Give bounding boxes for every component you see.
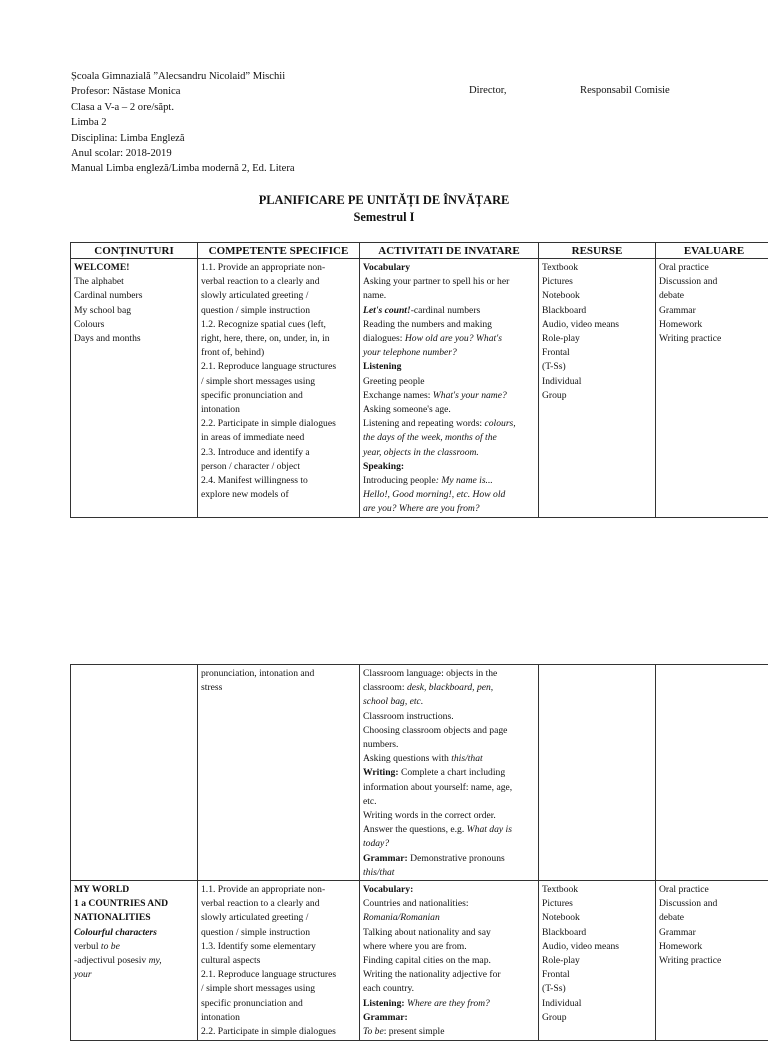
cell-line: Oral practice [659, 883, 768, 897]
cell-line: today? [363, 837, 535, 851]
cell-line: Classroom instructions. [363, 710, 535, 724]
cell-line: Group [542, 389, 652, 403]
cell-line: Vocabulary: [363, 883, 535, 897]
cell-line [363, 304, 535, 318]
cell-line: / simple short messages using [201, 375, 356, 389]
column-header-activitati: ACTIVITATI DE INVATARE [360, 243, 539, 259]
text-run: Grammar: [363, 853, 408, 864]
cell-line [363, 332, 535, 346]
text-run: What day is [467, 824, 512, 835]
text-run: Writing: [363, 767, 399, 778]
text-run: this/that [451, 753, 482, 764]
cell-line: Classroom language: objects in the [363, 667, 535, 681]
text-run: What's your name? [433, 390, 507, 401]
table-row [71, 259, 768, 518]
cell-line: Reading the numbers and making [363, 318, 535, 332]
cell-line: Writing practice [659, 954, 768, 968]
cell-line: 1.3. Identify some elementary [201, 940, 356, 954]
cell-line: cultural aspects [201, 954, 356, 968]
cell-line: MY WORLD [74, 883, 194, 897]
header-line: Profesor: Năstase Monica [71, 84, 295, 99]
text-run: colours, [485, 418, 516, 429]
cell-line: Blackboard [542, 926, 652, 940]
cell-line: Asking your partner to spell his or her [363, 275, 535, 289]
continuturi-cell [71, 881, 198, 1041]
cell-line: slowly articulated greeting / [201, 911, 356, 925]
cell-line: Countries and nationalities: [363, 897, 535, 911]
document-title: PLANIFICARE PE UNITĂȚI DE ÎNVĂȚARE [0, 193, 768, 208]
cell-line: 1 a COUNTRIES AND [74, 897, 194, 911]
text-run: How old are you? What's [405, 333, 502, 344]
cell-line: information about yourself: name, age, [363, 781, 535, 795]
cell-line: NATIONALITIES [74, 911, 194, 925]
table-row [71, 665, 768, 881]
text-run: Listening: [363, 998, 405, 1009]
cell-line: Greeting people [363, 375, 535, 389]
cell-line [363, 681, 535, 695]
cell-line: Days and months [74, 332, 194, 346]
text-run: Let's count! [363, 305, 411, 316]
cell-line: debate [659, 289, 768, 303]
cell-line: Writing words in the correct order. [363, 809, 535, 823]
cell-line: Discussion and [659, 897, 768, 911]
evaluare-cell [656, 259, 768, 518]
cell-line: this/that [363, 866, 535, 880]
cell-line: Frontal [542, 968, 652, 982]
cell-line: (T-Ss) [542, 982, 652, 996]
cell-line: Frontal [542, 346, 652, 360]
cell-line: name. [363, 289, 535, 303]
semester-title: Semestrul I [0, 210, 768, 225]
cell-line: Notebook [542, 911, 652, 925]
school-header [71, 69, 295, 177]
cell-line [363, 752, 535, 766]
cell-line: Oral practice [659, 261, 768, 275]
cell-line: Romania/Romanian [363, 911, 535, 925]
cell-line: etc. [363, 795, 535, 809]
text-run: To be [363, 1026, 384, 1037]
cell-line: Vocabulary [363, 261, 535, 275]
director-label: Director, [469, 85, 507, 96]
evaluare-cell [656, 665, 768, 881]
cell-line: in areas of immediate need [201, 431, 356, 445]
text-run: Exchange names: [363, 390, 433, 401]
cell-line: Colourful characters [74, 926, 194, 940]
resurse-cell [539, 665, 656, 881]
cell-line: My school bag [74, 304, 194, 318]
cell-line: Individual [542, 375, 652, 389]
activitati-cell [360, 665, 539, 881]
activitati-cell [360, 881, 539, 1041]
column-header-competente: COMPETENTE SPECIFICE [198, 243, 360, 259]
cell-line: Writing the nationality adjective for [363, 968, 535, 982]
cell-line: Grammar [659, 304, 768, 318]
table-row [71, 881, 768, 1041]
header-line: Disciplina: Limba Engleză [71, 131, 295, 146]
cell-line: where where you are from. [363, 940, 535, 954]
cell-line: question / simple instruction [201, 926, 356, 940]
text-run: : My name is... [436, 475, 493, 486]
cell-line [363, 997, 535, 1011]
resurse-cell [539, 259, 656, 518]
cell-line: Audio, video means [542, 940, 652, 954]
cell-line: intonation [201, 1011, 356, 1025]
text-run: Where are they from? [405, 998, 490, 1009]
responsabil-comisie-label: Responsabil Comisie [580, 85, 670, 96]
cell-line [74, 940, 194, 954]
cell-line [363, 823, 535, 837]
continuturi-cell [71, 259, 198, 518]
text-run: verbul [74, 941, 101, 952]
text-run: Complete a chart including [399, 767, 506, 778]
cell-line: Role-play [542, 332, 652, 346]
table-header-row [71, 243, 768, 259]
cell-line: Colours [74, 318, 194, 332]
cell-line: debate [659, 911, 768, 925]
cell-line: 2.3. Introduce and identify a [201, 446, 356, 460]
cell-line: verbal reaction to a clearly and [201, 897, 356, 911]
cell-line: specific pronunciation and [201, 389, 356, 403]
cell-line: Pictures [542, 897, 652, 911]
cell-line: Individual [542, 997, 652, 1011]
cell-line [363, 389, 535, 403]
cell-line: year, objects in the classroom. [363, 446, 535, 460]
cell-line: Hello!, Good morning!, etc. How old [363, 488, 535, 502]
cell-line: Grammar [659, 926, 768, 940]
cell-line: are you? Where are you from? [363, 502, 535, 516]
cell-line: 2.2. Participate in simple dialogues [201, 417, 356, 431]
cell-line: your telephone number? [363, 346, 535, 360]
cell-line: specific pronunciation and [201, 997, 356, 1011]
cell-line: WELCOME! [74, 261, 194, 275]
cell-line: Role-play [542, 954, 652, 968]
cell-line: intonation [201, 403, 356, 417]
cell-line: front of, behind) [201, 346, 356, 360]
continuturi-cell [71, 665, 198, 881]
text-run: to be [101, 941, 120, 952]
competente-cell [198, 881, 360, 1041]
header-line: Școala Gimnazială ”Alecsandru Nicolaid” Mischii [71, 69, 295, 84]
cell-line: explore new models of [201, 488, 356, 502]
cell-line: stress [201, 681, 356, 695]
cell-line: 1.1. Provide an appropriate non- [201, 261, 356, 275]
text-run: Answer the questions, e.g. [363, 824, 467, 835]
cell-line: Textbook [542, 883, 652, 897]
text-run: desk, blackboard, pen, [407, 682, 493, 693]
text-run: Listening and repeating words: [363, 418, 485, 429]
header-line: Anul scolar: 2018-2019 [71, 146, 295, 161]
activitati-cell [360, 259, 539, 518]
cell-line: The alphabet [74, 275, 194, 289]
cell-line: 2.4. Manifest willingness to [201, 474, 356, 488]
text-run: dialogues: [363, 333, 405, 344]
header-line: Clasa a V-a – 2 ore/săpt. [71, 100, 295, 115]
cell-line: Pictures [542, 275, 652, 289]
cell-line: Speaking: [363, 460, 535, 474]
column-header-evaluare: EVALUARE [656, 243, 768, 259]
cell-line: 1.1. Provide an appropriate non- [201, 883, 356, 897]
cell-line: Group [542, 1011, 652, 1025]
cell-line [363, 474, 535, 488]
cell-line: Grammar: [363, 1011, 535, 1025]
planning-table-part-1 [70, 242, 768, 518]
cell-line [363, 1025, 535, 1039]
competente-cell [198, 665, 360, 881]
text-run: Asking questions with [363, 753, 451, 764]
text-run: my, [149, 955, 162, 966]
cell-line: right, here, there, on, under, in, in [201, 332, 356, 346]
cell-line: Finding capital cities on the map. [363, 954, 535, 968]
cell-line: slowly articulated greeting / [201, 289, 356, 303]
cell-line: Homework [659, 940, 768, 954]
text-run: classroom: [363, 682, 407, 693]
cell-line: Blackboard [542, 304, 652, 318]
cell-line: Writing practice [659, 332, 768, 346]
cell-line: verbal reaction to a clearly and [201, 275, 356, 289]
cell-line: Talking about nationality and say [363, 926, 535, 940]
cell-line: Audio, video means [542, 318, 652, 332]
text-run: -cardinal numbers [411, 305, 481, 316]
cell-line: Listening [363, 360, 535, 374]
text-run: -adjectivul posesiv [74, 955, 149, 966]
cell-line: Cardinal numbers [74, 289, 194, 303]
cell-line: (T-Ss) [542, 360, 652, 374]
cell-line: 2.1. Reproduce language structures [201, 968, 356, 982]
header-line: Manual Limba engleză/Limba modernă 2, Ed. Litera [71, 161, 295, 176]
cell-line [363, 852, 535, 866]
cell-line: Choosing classroom objects and page [363, 724, 535, 738]
cell-line: your [74, 968, 194, 982]
cell-line: Textbook [542, 261, 652, 275]
planning-table-part-2 [70, 664, 768, 1041]
column-header-continuturi: CONȚINUTURI [71, 243, 198, 259]
cell-line: Asking someone's age. [363, 403, 535, 417]
cell-line: school bag, etc. [363, 695, 535, 709]
resurse-cell [539, 881, 656, 1041]
cell-line: / simple short messages using [201, 982, 356, 996]
cell-line: each country. [363, 982, 535, 996]
competente-cell [198, 259, 360, 518]
header-line: Limba 2 [71, 115, 295, 130]
cell-line: question / simple instruction [201, 304, 356, 318]
cell-line [363, 417, 535, 431]
text-run: Introducing people [363, 475, 436, 486]
cell-line: Notebook [542, 289, 652, 303]
cell-line: person / character / object [201, 460, 356, 474]
cell-line: Homework [659, 318, 768, 332]
cell-line: numbers. [363, 738, 535, 752]
cell-line: 2.2. Participate in simple dialogues [201, 1025, 356, 1039]
evaluare-cell [656, 881, 768, 1041]
cell-line [363, 766, 535, 780]
cell-line: Discussion and [659, 275, 768, 289]
cell-line [74, 954, 194, 968]
cell-line: 1.2. Recognize spatial cues (left, [201, 318, 356, 332]
column-header-resurse: RESURSE [539, 243, 656, 259]
cell-line: 2.1. Reproduce language structures [201, 360, 356, 374]
cell-line: pronunciation, intonation and [201, 667, 356, 681]
text-run: : present simple [384, 1026, 445, 1037]
cell-line: the days of the week, months of the [363, 431, 535, 445]
text-run: Demonstrative pronouns [408, 853, 505, 864]
